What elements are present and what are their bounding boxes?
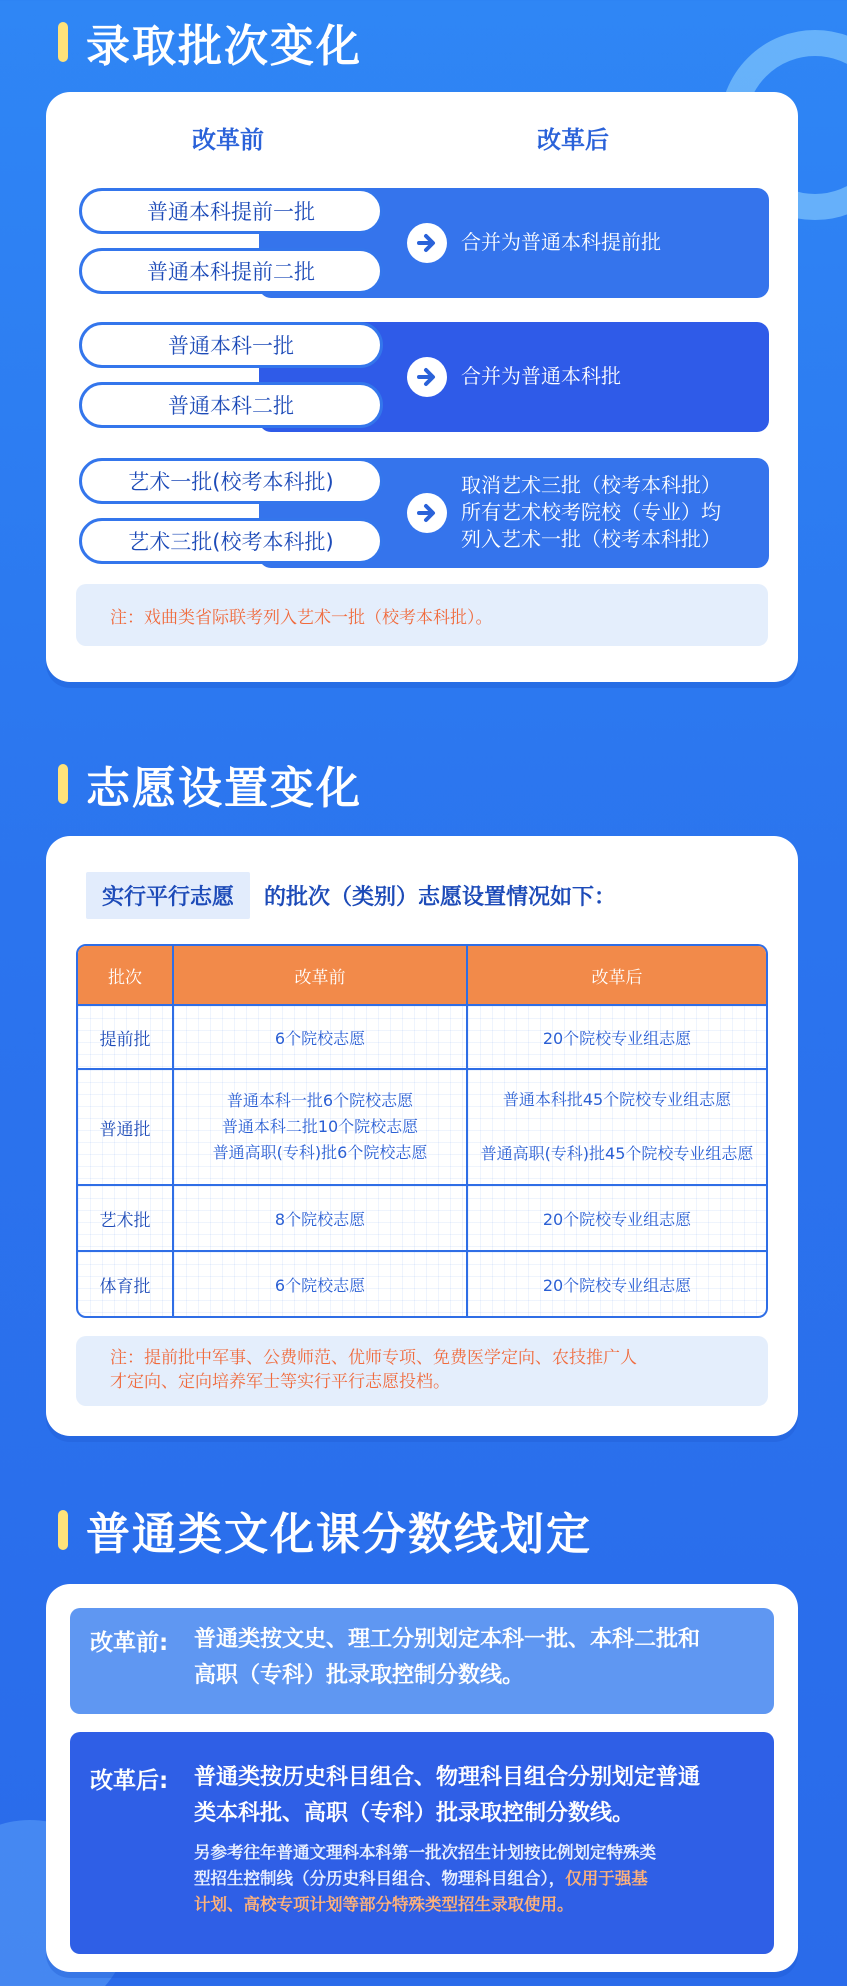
cell-line: 6个院校志愿 xyxy=(274,1028,366,1048)
cell-batch: 艺术批 xyxy=(78,1184,174,1250)
cell-after xyxy=(468,1004,766,1068)
cell-after xyxy=(468,1184,766,1250)
text-line: 类本科批、高职（专科）批录取控制分数线。 xyxy=(194,1801,635,1826)
cell-batch: 体育批 xyxy=(78,1250,174,1316)
text-line: 高职（专科）批录取控制分数线。 xyxy=(194,1663,525,1688)
before-batch-pill: 普通本科一批 xyxy=(79,322,383,368)
section-title-text: 普通类文化课分数线划定 xyxy=(86,1509,592,1560)
section-title-score-line xyxy=(58,1498,592,1562)
result-line: 取消艺术三批（校考本科批） xyxy=(461,473,721,497)
title-accent-bar xyxy=(58,764,68,804)
title-accent-bar xyxy=(58,22,68,62)
score-line-card xyxy=(46,1584,798,1972)
cell-line: 普通本科一批6个院校志愿 xyxy=(226,1091,414,1110)
column-after-heading: 改革后 xyxy=(537,126,609,154)
column-before-heading: 改革前 xyxy=(192,126,264,154)
note-line: 才定向、定向培养军士等实行平行志愿投档。 xyxy=(110,1372,450,1392)
table-header-row xyxy=(78,946,766,1004)
preference-change-card xyxy=(46,836,798,1436)
before-batch-pill: 艺术三批(校考本科批) xyxy=(79,518,383,564)
header-batch: 批次 xyxy=(78,946,174,1004)
before-batch-pill: 普通本科提前一批 xyxy=(79,188,383,234)
cell-line: 普通高职(专科)批6个院校志愿 xyxy=(212,1143,428,1162)
text-segment: 型招生控制线（分历史科目组合、物理科目组合）， xyxy=(194,1869,566,1888)
note-line: 注：提前批中军事、公费师范、优师专项、免费医学定向、农技推广人 xyxy=(110,1348,637,1368)
cell-before xyxy=(174,1184,468,1250)
arrow-right-icon xyxy=(407,357,447,397)
before-reform-box xyxy=(70,1608,774,1714)
cell-line: 普通本科二批10个院校志愿 xyxy=(221,1117,419,1136)
after-batch-result xyxy=(461,229,661,256)
cell-line: 20个院校专业组志愿 xyxy=(542,1209,692,1229)
section-title-preference-change xyxy=(58,752,362,816)
after-text xyxy=(194,1760,760,1832)
cell-after xyxy=(468,1068,766,1184)
after-reform-box xyxy=(70,1732,774,1954)
result-line: 列入艺术一批（校考本科批） xyxy=(461,527,721,551)
cell-batch: 普通批 xyxy=(78,1068,174,1184)
batch-note: 注：戏曲类省际联考列入艺术一批（校考本科批）。 xyxy=(76,584,768,646)
text-line: 另参考往年普通文理科本科第一批次招生计划按比例划定特殊类 xyxy=(194,1843,656,1862)
section-title-text: 录取批次变化 xyxy=(86,21,362,72)
arrow-right-icon xyxy=(407,493,447,533)
highlight-line: 计划、高校专项计划等部分特殊类型招生录取使用。 xyxy=(194,1895,574,1914)
cell-before xyxy=(174,1068,468,1184)
table-intro xyxy=(86,872,616,919)
text-line: 普通类按历史科目组合、物理科目组合分别划定普通 xyxy=(194,1765,701,1790)
before-batch-pill: 普通本科提前二批 xyxy=(79,248,383,294)
batch-group-art xyxy=(79,458,769,568)
after-batch-result xyxy=(461,472,721,553)
section-title-batch-change xyxy=(58,10,362,74)
cell-line: 20个院校专业组志愿 xyxy=(542,1275,692,1295)
section-title-text: 志愿设置变化 xyxy=(86,763,362,814)
result-line: 所有艺术校考院校（专业）均 xyxy=(461,500,721,524)
table-row xyxy=(78,1184,766,1250)
cell-before xyxy=(174,1004,468,1068)
cell-line: 普通高职(专科)批45个院校专业组志愿 xyxy=(480,1144,754,1163)
before-label: 改革前: xyxy=(90,1630,169,1656)
preference-note xyxy=(76,1336,768,1406)
result-line: 合并为普通本科批 xyxy=(461,364,621,388)
cell-after xyxy=(468,1250,766,1316)
highlight-segment: 仅用于强基 xyxy=(565,1869,648,1888)
table-row xyxy=(78,1004,766,1068)
header-before: 改革前 xyxy=(174,946,468,1004)
text-line xyxy=(194,1866,760,1892)
before-text xyxy=(194,1622,760,1694)
result-line: 合并为普通本科提前批 xyxy=(461,230,661,254)
text-line: 普通类按文史、理工分别划定本科一批、本科二批和 xyxy=(194,1627,701,1652)
intro-text: 的批次（类别）志愿设置情况如下： xyxy=(264,885,617,910)
batch-change-card xyxy=(46,92,798,682)
after-extra-text xyxy=(194,1840,760,1918)
intro-highlight: 实行平行志愿 xyxy=(86,872,250,919)
table-row xyxy=(78,1250,766,1316)
cell-line: 8个院校志愿 xyxy=(274,1209,366,1229)
batch-group-advance xyxy=(79,188,769,298)
after-label: 改革后: xyxy=(90,1768,169,1794)
cell-line: 20个院校专业组志愿 xyxy=(542,1028,692,1048)
cell-batch: 提前批 xyxy=(78,1004,174,1068)
cell-line: 6个院校志愿 xyxy=(274,1275,366,1295)
preference-table xyxy=(76,944,768,1318)
after-batch-result xyxy=(461,363,621,390)
batch-group-regular xyxy=(79,322,769,432)
before-batch-pill: 艺术一批(校考本科批) xyxy=(79,458,383,504)
title-accent-bar xyxy=(58,1510,68,1550)
cell-before xyxy=(174,1250,468,1316)
table-row xyxy=(78,1068,766,1184)
before-batch-pill: 普通本科二批 xyxy=(79,382,383,428)
header-after: 改革后 xyxy=(468,946,766,1004)
cell-line: 普通本科批45个院校专业组志愿 xyxy=(502,1090,732,1109)
arrow-right-icon xyxy=(407,223,447,263)
